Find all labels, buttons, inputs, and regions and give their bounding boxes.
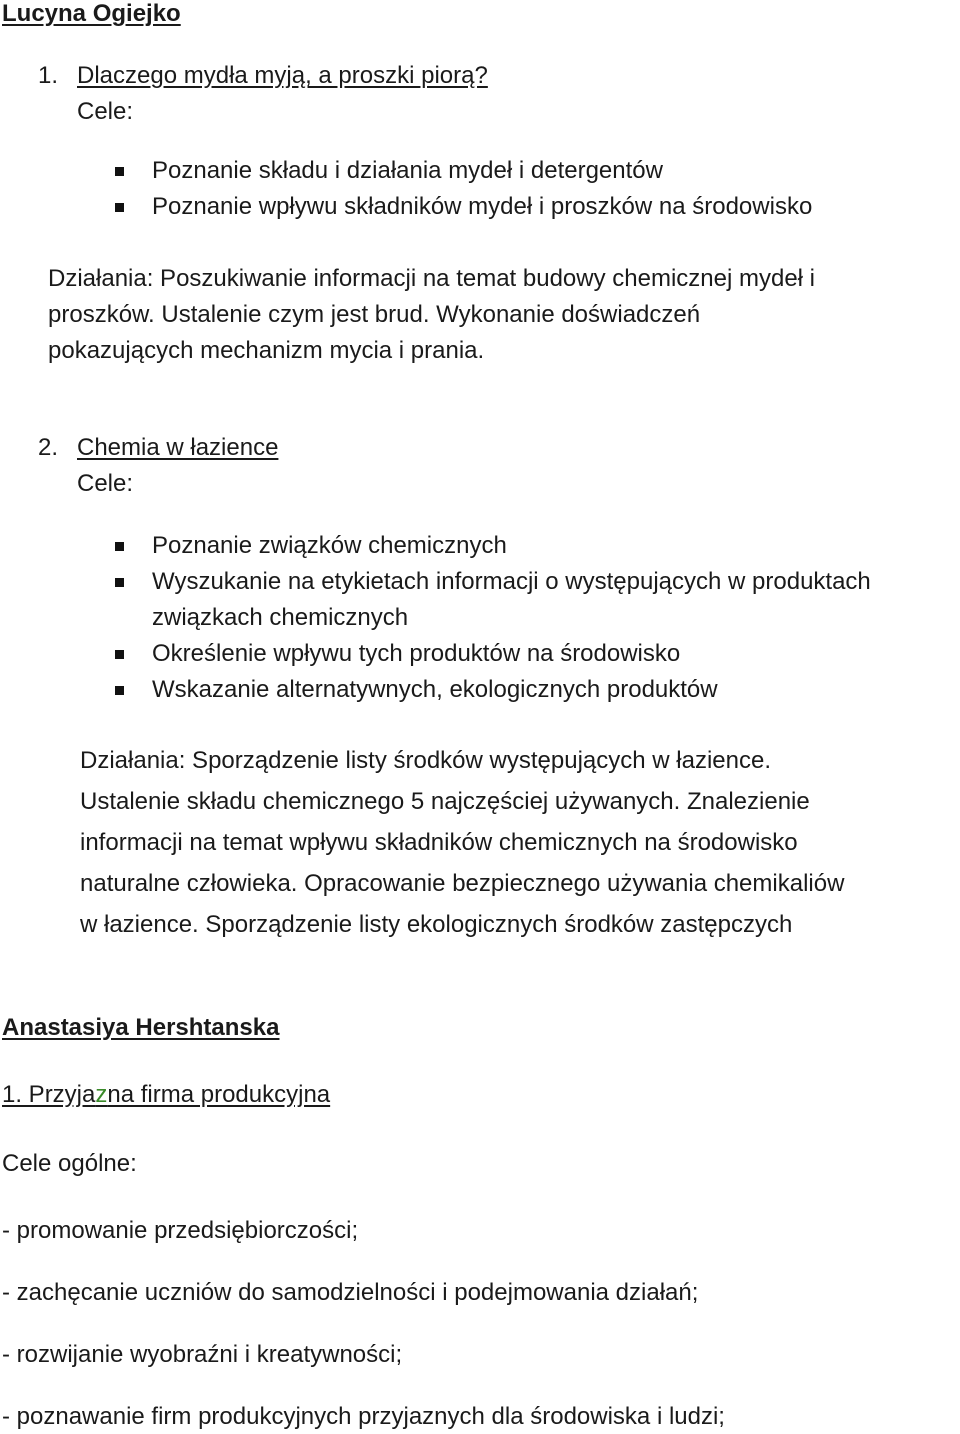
actions-text: Działania: Sporządzenie listy środków występujących w łazience. (80, 747, 771, 774)
actions-text: pokazujących mechanizm mycia i prania. (48, 337, 485, 364)
goal-item: Poznanie wpływu składników mydeł i proszków na środowisko (152, 193, 813, 220)
topic-title: Chemia w łazience (77, 434, 279, 461)
goal-item: - promowanie przedsiębiorczości; (2, 1217, 359, 1244)
goal-item: - zachęcanie uczniów do samodzielności i podejmowania działań; (2, 1279, 699, 1306)
actions-text: Ustalenie składu chemicznego 5 najczęściej używanych. Znalezienie (80, 788, 810, 815)
actions-text: proszków. Ustalenie czym jest brud. Wykonanie doświadczeń (48, 301, 701, 328)
actions-text: naturalne człowieka. Opracowanie bezpiecznego używania chemikaliów (80, 870, 845, 897)
goals-label: Cele: (77, 470, 134, 497)
goal-item: - poznawanie firm produkcyjnych przyjaznych dla środowiska i ludzi; (2, 1403, 725, 1430)
bullet-icon (115, 167, 124, 176)
goal-item: Poznanie związków chemicznych (152, 532, 507, 559)
goal-item: - rozwijanie wyobraźni i kreatywności; (2, 1341, 403, 1368)
bullet-icon (115, 686, 124, 695)
author-name: Lucyna Ogiejko (2, 0, 181, 27)
bullet-icon (115, 650, 124, 659)
goal-item: Poznanie składu i działania mydeł i detergentów (152, 157, 663, 184)
actions-text: w łazience. Sporządzenie listy ekologicznych środków zastępczych (80, 911, 793, 938)
topic-number: 2. (38, 434, 59, 461)
author-name: Anastasiya Hershtanska (2, 1014, 280, 1041)
topic-title: Dlaczego mydła myją, a proszki piorą? (77, 62, 488, 89)
topic-title: 1. Przyjazna firma produkcyjna (2, 1081, 331, 1108)
actions-text: informacji na temat wpływu składników chemicznych na środowisko (80, 829, 798, 856)
bullet-icon (115, 542, 124, 551)
bullet-icon (115, 203, 124, 212)
goals-label: Cele: (77, 98, 134, 125)
goal-item: Wskazanie alternatywnych, ekologicznych produktów (152, 676, 718, 703)
goal-item: Określenie wpływu tych produktów na środowisko (152, 640, 681, 667)
bullet-icon (115, 578, 124, 587)
actions-text: Działania: Poszukiwanie informacji na temat budowy chemicznej mydeł i (48, 265, 816, 292)
goals-label: Cele ogólne: (2, 1150, 137, 1177)
topic-number: 1. (38, 62, 59, 89)
goal-item-continuation: związkach chemicznych (152, 604, 409, 631)
goal-item: Wyszukanie na etykietach informacji o występujących w produktach (152, 568, 871, 595)
